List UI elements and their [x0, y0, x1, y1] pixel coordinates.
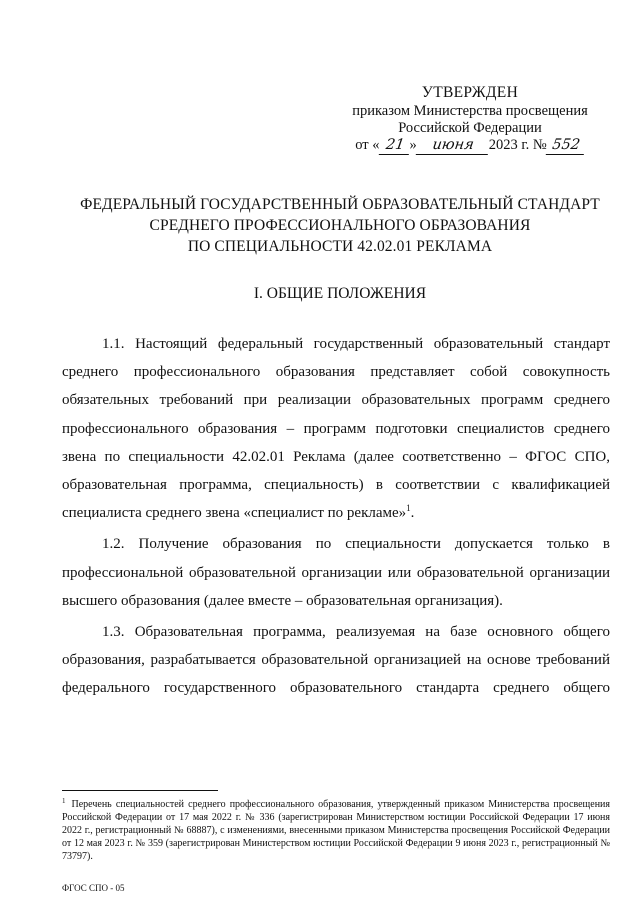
- paragraph-1-3: 1.3. Образовательная программа, реализуемая на базе основного общего образования, разрабатывается образовательной организацией на основе требований федерального государственного образовательного стандарта среднего общего: [62, 624, 610, 697]
- title-line-2: СРЕДНЕГО ПРОФЕССИОНАЛЬНОГО ОБРАЗОВАНИЯ: [149, 217, 531, 234]
- footnote-mark: 1: [62, 796, 66, 805]
- paragraph-1-1: 1.1. Настоящий федеральный государственный образовательный стандарт среднего профессионального образования представляет собой совокупность обязательных требований при реализации образовательных программ среднего профессионального образования – программ подготовки специалистов среднего звена по специальности 42.02.01 Реклама (далее соответственно – ФГОС СПО, образовательная программа, специальность) в соответствии с квалификацией специалиста среднего звена «специалист по рекламе»$^1$.: [62, 336, 610, 522]
- footnote-text: Перечень специальностей среднего профессионального образования, утвержденный приказом Министерства просвещения Российской Федерации от 17 мая 2022 г. № 336 (зарегистрирован Министерством юстиции Российской Федерации 17 июня 2022 г., регистрационный № 68887), с изменениями, внесенными приказом Министерства просвещения Российской Федерации от 12 мая 2023 г. № 359 (зарегистрирован Министерством юстиции Российской Федерации 9 июня 2023 г., регистрационный № 73797).: [62, 799, 610, 862]
- paragraph-1-2: 1.2. Получение образования по специальности допускается только в профессиональной образовательной организации или образовательной организации высшего образования (далее вместе – образовательная организация).: [62, 536, 610, 609]
- handwritten-month: июня: [415, 137, 490, 155]
- body-text: [62, 330, 610, 706]
- handwritten-day: 21: [378, 137, 411, 155]
- title-line-1: ФЕДЕРАЛЬНЫЙ ГОСУДАРСТВЕННЫЙ ОБРАЗОВАТЕЛЬНЫЙ СТАНДАРТ: [80, 196, 600, 213]
- approval-order-line: приказом Министерства просвещения: [352, 103, 588, 119]
- paragraph-1-1-text: 1.1. Настоящий федеральный государственный образовательный стандарт среднего профессионального образования представляет собой совокупность обязательных требований при реализации образовательных программ среднего профессионального образования – программ подготовки специалистов среднего звена по специальности 42.02.01 Реклама (далее соответственно – ФГОС СПО, образовательная программа, специальность) в соответствии с квалификацией специалиста среднего звена «специалист по рекламе»: [62, 336, 610, 522]
- approval-country-line: Российской Федерации: [398, 120, 542, 136]
- approval-date-line: [330, 137, 610, 155]
- date-year: 2023 г. №: [488, 137, 547, 153]
- handwritten-order-number: 552: [546, 137, 587, 155]
- approval-heading: УТВЕРЖДЕН: [421, 84, 519, 101]
- document-title: [60, 194, 620, 257]
- page-code: ФГОС СПО - 05: [62, 883, 125, 893]
- footnote-reference: 1: [406, 503, 411, 514]
- approval-block: [330, 84, 610, 155]
- footnote-divider: [62, 790, 218, 791]
- title-line-3: ПО СПЕЦИАЛЬНОСТИ 42.02.01 РЕКЛАМА: [187, 238, 493, 255]
- section-heading: I. ОБЩИЕ ПОЛОЖЕНИЯ: [253, 285, 427, 302]
- date-quote-close: »: [409, 137, 417, 153]
- date-prefix: от «: [355, 137, 380, 153]
- footnote: [62, 798, 610, 863]
